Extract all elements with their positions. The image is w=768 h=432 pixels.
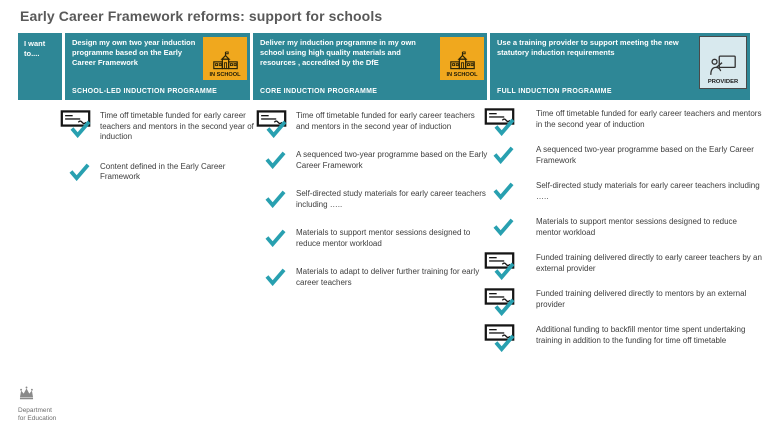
check-icon [69, 119, 92, 138]
header-column-core [253, 33, 487, 100]
logo-text-line1: Department [18, 407, 52, 414]
list-item-text: Self-directed study materials for early career teachers including ….. [536, 181, 760, 201]
list-item [484, 252, 762, 278]
list-item [256, 266, 490, 292]
check-icon [264, 228, 287, 247]
check-icon [492, 181, 515, 200]
check-icon-wrap [256, 227, 296, 253]
check-icon [264, 189, 287, 208]
header-band [18, 33, 750, 100]
check-icon [68, 162, 91, 181]
school-building-icon [449, 51, 476, 70]
badge-label: IN SCHOOL [446, 72, 478, 78]
list-item [60, 110, 258, 143]
list-item-text: Time off timetable funded for early career teachers and mentors in the second year of induction [536, 109, 762, 129]
check-icon-wrap [484, 144, 536, 170]
programme-label: CORE INDUCTION PROGRAMME [260, 88, 378, 95]
check-icon [492, 217, 515, 236]
list-item-text: Funded training delivered directly to early career teachers by an external provider [536, 253, 762, 273]
core-list [256, 110, 490, 305]
page-title: Early Career Framework reforms: support for schools [20, 8, 383, 24]
funding-cheque-check-icon [60, 110, 100, 136]
list-item [484, 216, 762, 242]
royal-crest-icon [18, 386, 35, 400]
check-icon [493, 261, 516, 280]
list-item [484, 108, 762, 134]
check-icon-wrap [60, 161, 100, 187]
column-description: Design my own two year induction programme based on the Early Career Framework [72, 38, 196, 68]
list-item-text: Funded training delivered directly to mentors by an external provider [536, 289, 747, 309]
in-school-badge [440, 37, 484, 80]
funding-cheque-check-icon [484, 108, 536, 134]
check-icon [264, 150, 287, 169]
list-item [256, 188, 490, 214]
list-item-text: Additional funding to backfill mentor time spent undertaking training in addition to the funding for time off timetable [536, 325, 746, 345]
list-item [484, 324, 762, 350]
programme-label: FULL INDUCTION PROGRAMME [497, 88, 612, 95]
list-item-text: Materials to support mentor sessions designed to reduce mentor workload [296, 228, 471, 248]
provider-badge [699, 36, 747, 89]
list-item [484, 180, 762, 206]
check-icon [493, 117, 516, 136]
check-icon-wrap [256, 266, 296, 292]
check-icon-wrap [256, 149, 296, 175]
list-item [256, 227, 490, 253]
list-item-text: Self-directed study materials for early career teachers including ….. [296, 189, 486, 209]
badge-label: IN SCHOOL [209, 72, 241, 78]
funding-cheque-check-icon [484, 252, 536, 278]
school-led-list [60, 110, 258, 205]
list-item-text: Time off timetable funded for early career teachers and mentors in the second year of induction [100, 111, 254, 142]
funding-cheque-check-icon [256, 110, 296, 136]
i-want-to-cell: I want to.... [18, 33, 62, 100]
list-item [60, 161, 258, 187]
check-icon [492, 145, 515, 164]
check-icon [265, 119, 288, 138]
badge-label: PROVIDER [707, 79, 739, 85]
list-item-text: Materials to support mentor sessions designed to reduce mentor workload [536, 217, 737, 237]
column-description: Deliver my induction programme in my own school using high quality materials and resources , accredited by the DfE [260, 38, 416, 68]
list-item [256, 110, 490, 136]
presenter-board-icon [708, 54, 738, 77]
header-column-school-led [65, 33, 250, 100]
list-item [484, 144, 762, 170]
full-list [484, 108, 762, 360]
list-item-text: Time off timetable funded for early career teachers and mentors in the second year of induction [296, 111, 475, 131]
check-icon-wrap [484, 180, 536, 206]
list-item-text: Content defined in the Early Career Framework [100, 161, 226, 182]
programme-label: SCHOOL-LED INDUCTION PROGRAMME [72, 88, 218, 95]
school-building-icon [212, 51, 239, 70]
list-item [484, 288, 762, 314]
funding-cheque-check-icon [484, 324, 536, 350]
check-icon-wrap [484, 216, 536, 242]
in-school-badge [203, 37, 247, 80]
list-item-text: A sequenced two-year programme based on the Early Career Framework [536, 145, 754, 165]
check-icon [493, 297, 516, 316]
header-column-full [490, 33, 750, 100]
check-icon [493, 333, 516, 352]
logo-text-line2: for Education [18, 414, 57, 422]
check-icon [264, 267, 287, 286]
funding-cheque-check-icon [484, 288, 536, 314]
check-icon-wrap [256, 188, 296, 214]
list-item-text: Materials to adapt to deliver further training for early career teachers [296, 267, 480, 287]
list-item-text: A sequenced two-year programme based on the Early Career Framework [296, 150, 488, 170]
list-item [256, 149, 490, 175]
dfe-logo [18, 386, 56, 423]
column-description: Use a training provider to support meeting the new statutory induction requirements [497, 38, 679, 58]
